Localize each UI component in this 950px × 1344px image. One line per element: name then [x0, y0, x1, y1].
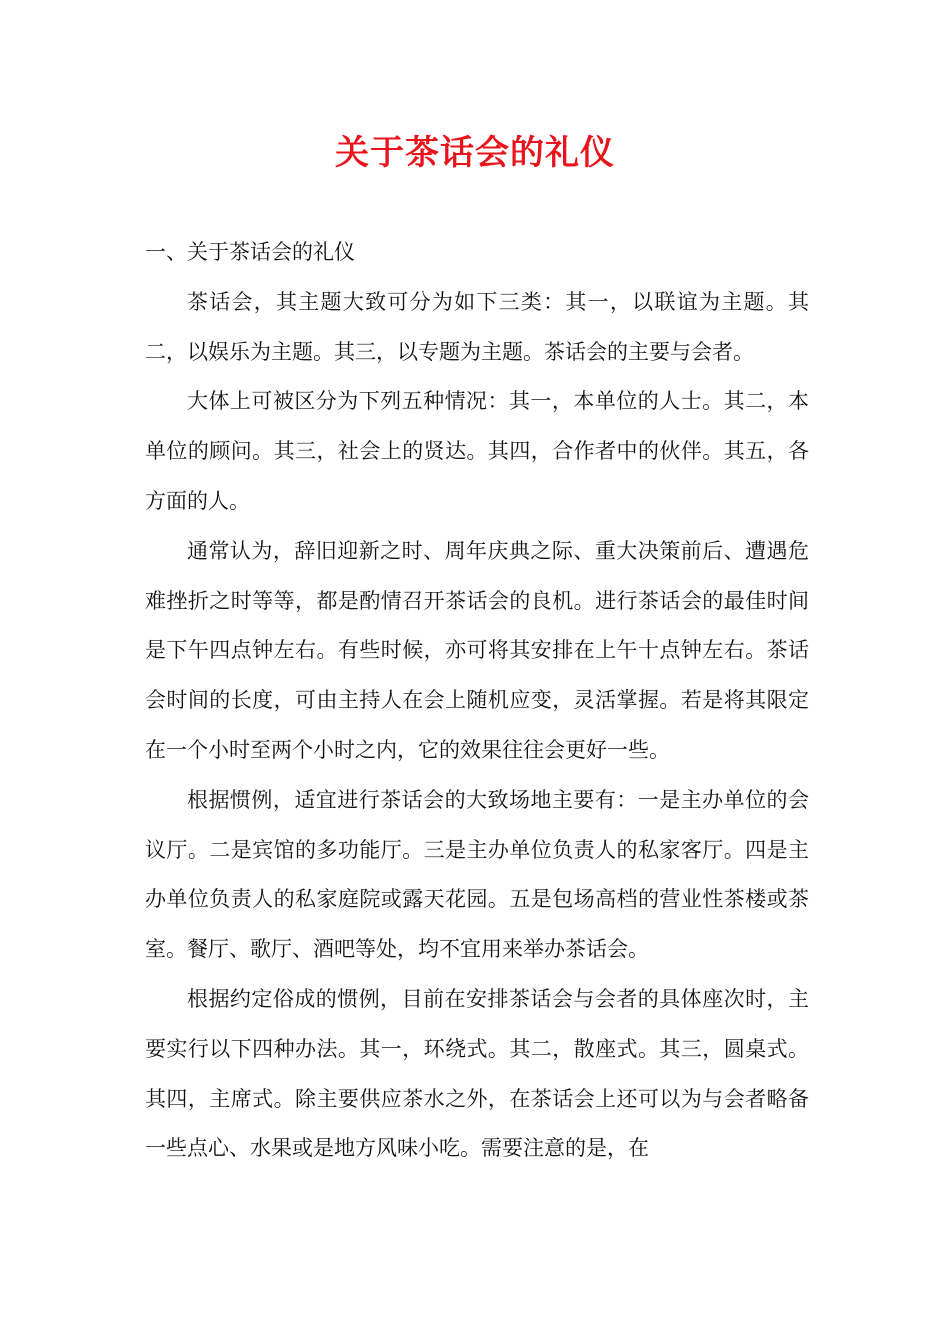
- document-title: 关于茶话会的礼仪: [335, 133, 615, 173]
- paragraph-3: 通常认为，辞旧迎新之时、周年庆典之际、重大决策前后、遭遇危难挫折之时等等，都是酌情召开茶话会的良机。进行茶话会的最佳时间是下午四点钟左右。有些时候，亦可将其安排在上午十点钟左右。茶话会时间的长度，可由主持人在会上随机应变，灵活掌握。若是将其限定在一个小时至两个小时之内，它的效果往往会更好一些。: [145, 538, 809, 762]
- paragraph-5: 根据约定俗成的惯例，目前在安排茶话会与会者的具体座次时，主要实行以下四种办法。其一，环绕式。其二，散座式。其三，圆桌式。其四，主席式。除主要供应茶水之外，在茶话会上还可以为与会者略备一些点心、水果或是地方风味小吃。需要注意的是，在: [145, 986, 809, 1161]
- document-body: [145, 228, 809, 1174]
- paragraph-4: 根据惯例，适宜进行茶话会的大致场地主要有：一是主办单位的会议厅。二是宾馆的多功能厅。三是主办单位负责人的私家客厅。四是主办单位负责人的私家庭院或露天花园。五是包场高档的营业性茶楼或茶室。餐厅、歌厅、酒吧等处，均不宜用来举办茶话会。: [145, 787, 809, 962]
- section-heading: 一、关于茶话会的礼仪: [145, 240, 355, 264]
- paragraph-2: 大体上可被区分为下列五种情况：其一，本单位的人士。其二，本单位的顾问。其三，社会上的贤达。其四，合作者中的伙伴。其五，各方面的人。: [145, 389, 809, 513]
- paragraph-1: 茶话会，其主题大致可分为如下三类：其一，以联谊为主题。其二，以娱乐为主题。其三，以专题为主题。茶话会的主要与会者。: [145, 289, 809, 364]
